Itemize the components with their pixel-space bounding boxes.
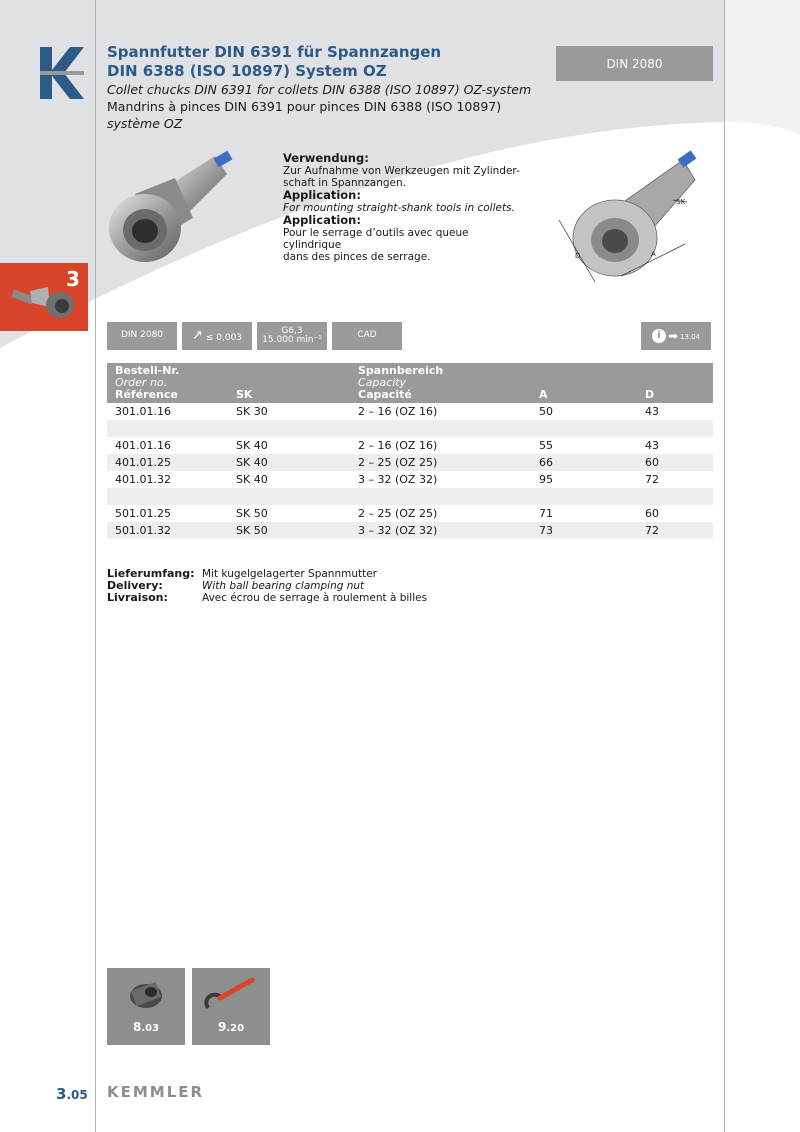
page-number: 3.05 — [56, 1085, 88, 1103]
usage-label-fr: Application: — [283, 213, 361, 227]
header-capacity: Spannbereich Capacity Capacité — [350, 363, 519, 403]
header-order: Bestell-Nr. Order no. Référence — [107, 363, 228, 403]
chapter-tab[interactable] — [0, 263, 88, 331]
arrow-right-icon: ➡ — [667, 328, 678, 343]
header-a: A — [519, 363, 635, 403]
table-row: 501.01.32 SK 50 3 – 32 (OZ 32) 73 72 — [107, 522, 713, 539]
title-de-line2: DIN 6388 (ISO 10897) System OZ — [107, 62, 387, 80]
footer-brand: KEMMLER — [107, 1083, 205, 1101]
drawing-label-sk: SK — [676, 198, 686, 206]
title-block — [107, 43, 557, 132]
right-margin-line — [724, 0, 725, 1132]
delivery-text: Mit kugelgelagerter Spannmutter With ball bearing clamping nut Avec écrou de serrage à roulement à billes — [202, 568, 428, 604]
table-row: 301.01.16 SK 30 2 – 16 (OZ 16) 50 43 — [115, 405, 659, 418]
reference-wrench[interactable]: 9.20 — [192, 968, 270, 1045]
kemmler-k-logo — [40, 47, 84, 99]
title-fr: Mandrins à pinces DIN 6391 pour pinces DIN 6388 (ISO 10897) système OZ — [107, 99, 502, 131]
table-row: 401.01.16 SK 40 2 – 16 (OZ 16) 55 43 — [115, 439, 659, 452]
header-sk: SK — [228, 363, 350, 403]
left-margin-line — [95, 0, 96, 1132]
spec-tab-din: DIN 2080 — [107, 322, 177, 350]
application-description: Verwendung: Zur Aufnahme von Werkzeugen mit Zylinder- schaft in Spannzangen. Application: For mounting straight-shank tools in collets. Application: Pour le serrage d’outils avec queue cylindrique dans des pinces de serrage. — [283, 151, 520, 263]
title-en: Collet chucks DIN 6391 for collets DIN 6388 (ISO 10897) OZ-system — [107, 82, 532, 97]
runout-arrow-icon: ↗ — [191, 328, 203, 344]
table-header-row — [107, 363, 713, 403]
drawing-label-d: D — [575, 252, 581, 260]
usage-label-en: Application: — [283, 188, 361, 202]
spec-tab-cad[interactable]: CAD — [332, 322, 402, 350]
table-row: 501.01.25 SK 50 2 – 25 (OZ 25) 71 60 — [115, 507, 659, 520]
usage-label-de: Verwendung: — [283, 151, 369, 165]
technical-drawing — [555, 150, 715, 290]
table-separator — [107, 488, 713, 505]
reference-collet[interactable]: 8.03 — [107, 968, 185, 1045]
info-icon: i — [652, 329, 666, 343]
wrench-icon — [192, 968, 270, 1020]
delivery-labels: Lieferumfang: Delivery: Livraison: — [107, 567, 195, 604]
spec-tab-runout: ↗ ≤ 0,003 — [182, 322, 252, 350]
spec-table — [107, 363, 713, 539]
table-row: 401.01.25 SK 40 2 – 25 (OZ 25) 66 60 — [107, 454, 713, 471]
title-de-line1: Spannfutter DIN 6391 für Spannzangen — [107, 43, 442, 61]
table-separator — [107, 420, 713, 437]
spec-tab-balance: G6,3 15.000 min⁻¹ — [257, 322, 327, 350]
drawing-label-a: A — [651, 250, 656, 258]
table-row: 401.01.32 SK 40 3 – 32 (OZ 32) 95 72 — [115, 473, 659, 486]
collet-icon — [107, 968, 185, 1020]
chapter-number: 3 — [66, 267, 80, 291]
spec-tab-info[interactable]: i ➡ 13.04 — [641, 322, 711, 350]
din-badge: DIN 2080 — [556, 46, 713, 81]
header-d: D — [635, 363, 713, 403]
product-photo — [105, 148, 240, 270]
